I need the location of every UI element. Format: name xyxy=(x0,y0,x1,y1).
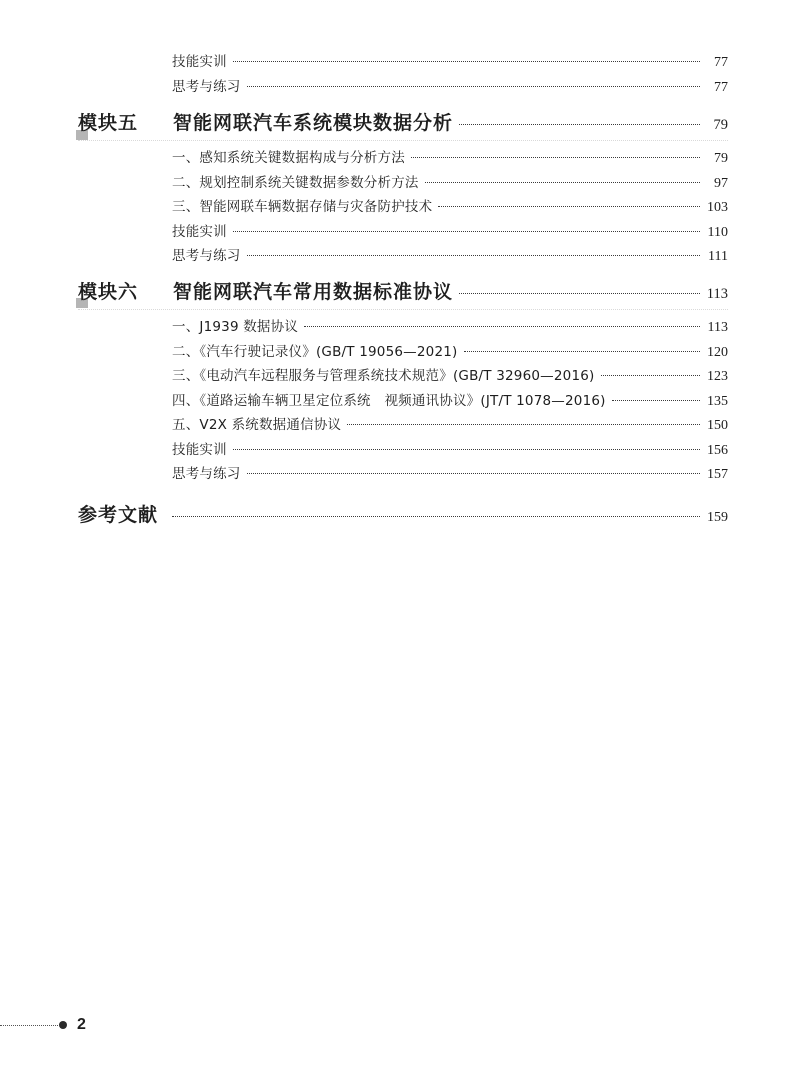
leader-dots xyxy=(172,516,700,517)
leader-dots xyxy=(438,206,700,207)
toc-entry[interactable] xyxy=(172,340,728,364)
module-name: 模块五 xyxy=(78,112,139,134)
leader-dots xyxy=(233,61,700,62)
entry-label: 技能实训 xyxy=(172,54,227,70)
leader-dots xyxy=(247,86,701,87)
toc-entry[interactable] xyxy=(172,50,728,74)
page-number: 77 xyxy=(714,55,728,70)
toc-entry[interactable] xyxy=(172,438,728,462)
module-name: 模块六 xyxy=(78,281,139,303)
toc-entry[interactable] xyxy=(172,171,728,195)
module-heading[interactable] xyxy=(78,108,728,138)
page-number: 97 xyxy=(714,176,728,191)
toc-entry[interactable] xyxy=(172,244,728,268)
leader-dots xyxy=(347,424,700,425)
page-number: 120 xyxy=(707,345,728,360)
leader-dots xyxy=(247,255,701,256)
page-number: 123 xyxy=(707,369,728,384)
leader-dots xyxy=(459,124,700,125)
entry-label: 三、《电动汽车远程服务与管理系统技术规范》(GB/T 32960—2016) xyxy=(172,368,595,384)
entry-label: 技能实训 xyxy=(172,224,227,240)
leader-dots xyxy=(612,400,700,401)
page-number: 135 xyxy=(707,394,728,409)
toc-entry[interactable] xyxy=(172,146,728,170)
leader-dots xyxy=(304,326,700,327)
leader-dots xyxy=(247,473,701,474)
entry-label: 五、V2X 系统数据通信协议 xyxy=(172,417,342,433)
page-number: 111 xyxy=(708,249,728,264)
toc-entry[interactable] xyxy=(172,195,728,219)
page-number: 110 xyxy=(707,225,728,240)
page-number: 103 xyxy=(707,200,728,215)
toc-entry[interactable] xyxy=(172,75,728,99)
leader-dots xyxy=(425,182,700,183)
footer-page-number: 2 xyxy=(77,1016,86,1033)
module-divider xyxy=(78,140,728,141)
entry-label: 思考与练习 xyxy=(172,466,241,482)
leader-dots xyxy=(601,375,701,376)
toc-entry[interactable] xyxy=(172,315,728,339)
page-number: 113 xyxy=(707,320,728,335)
page-number: 156 xyxy=(707,443,728,458)
module-title: 智能网联汽车常用数据标准协议 xyxy=(173,281,454,303)
bullet-icon xyxy=(59,1021,67,1029)
toc-entry[interactable] xyxy=(172,389,728,413)
page-number: 113 xyxy=(706,286,728,302)
module-heading[interactable] xyxy=(78,277,728,307)
entry-label: 四、《道路运输车辆卫星定位系统 视频通讯协议》(JT/T 1078—2016) xyxy=(172,393,606,409)
page-number: 157 xyxy=(707,467,728,482)
entry-label: 思考与练习 xyxy=(172,248,241,264)
leader-dots xyxy=(411,157,700,158)
leader-dots xyxy=(464,351,701,352)
leader-dots xyxy=(233,231,700,232)
page-number: 150 xyxy=(707,418,728,433)
leader-dots xyxy=(459,293,700,294)
module-divider xyxy=(78,309,728,310)
references-heading[interactable] xyxy=(78,500,728,530)
leader-dots xyxy=(233,449,700,450)
page-number: 79 xyxy=(713,117,728,133)
page-number: 77 xyxy=(714,80,728,95)
entry-label: 思考与练习 xyxy=(172,79,241,95)
entry-label: 一、J1939 数据协议 xyxy=(172,319,299,335)
footer-dots xyxy=(0,1025,58,1026)
toc-entry[interactable] xyxy=(172,220,728,244)
references-title: 参考文献 xyxy=(78,504,159,526)
page-footer xyxy=(0,1016,86,1034)
entry-label: 二、《汽车行驶记录仪》(GB/T 19056—2021) xyxy=(172,344,458,360)
entry-label: 三、智能网联车辆数据存储与灾备防护技术 xyxy=(172,199,433,215)
module-title: 智能网联汽车系统模块数据分析 xyxy=(173,112,454,134)
page-number: 79 xyxy=(714,151,728,166)
toc-entry[interactable] xyxy=(172,462,728,486)
toc-entry[interactable] xyxy=(172,364,728,388)
entry-label: 二、规划控制系统关键数据参数分析方法 xyxy=(172,175,419,191)
entry-label: 一、感知系统关键数据构成与分析方法 xyxy=(172,150,405,166)
toc-entry[interactable] xyxy=(172,413,728,437)
entry-label: 技能实训 xyxy=(172,442,227,458)
page-number: 159 xyxy=(707,510,728,525)
